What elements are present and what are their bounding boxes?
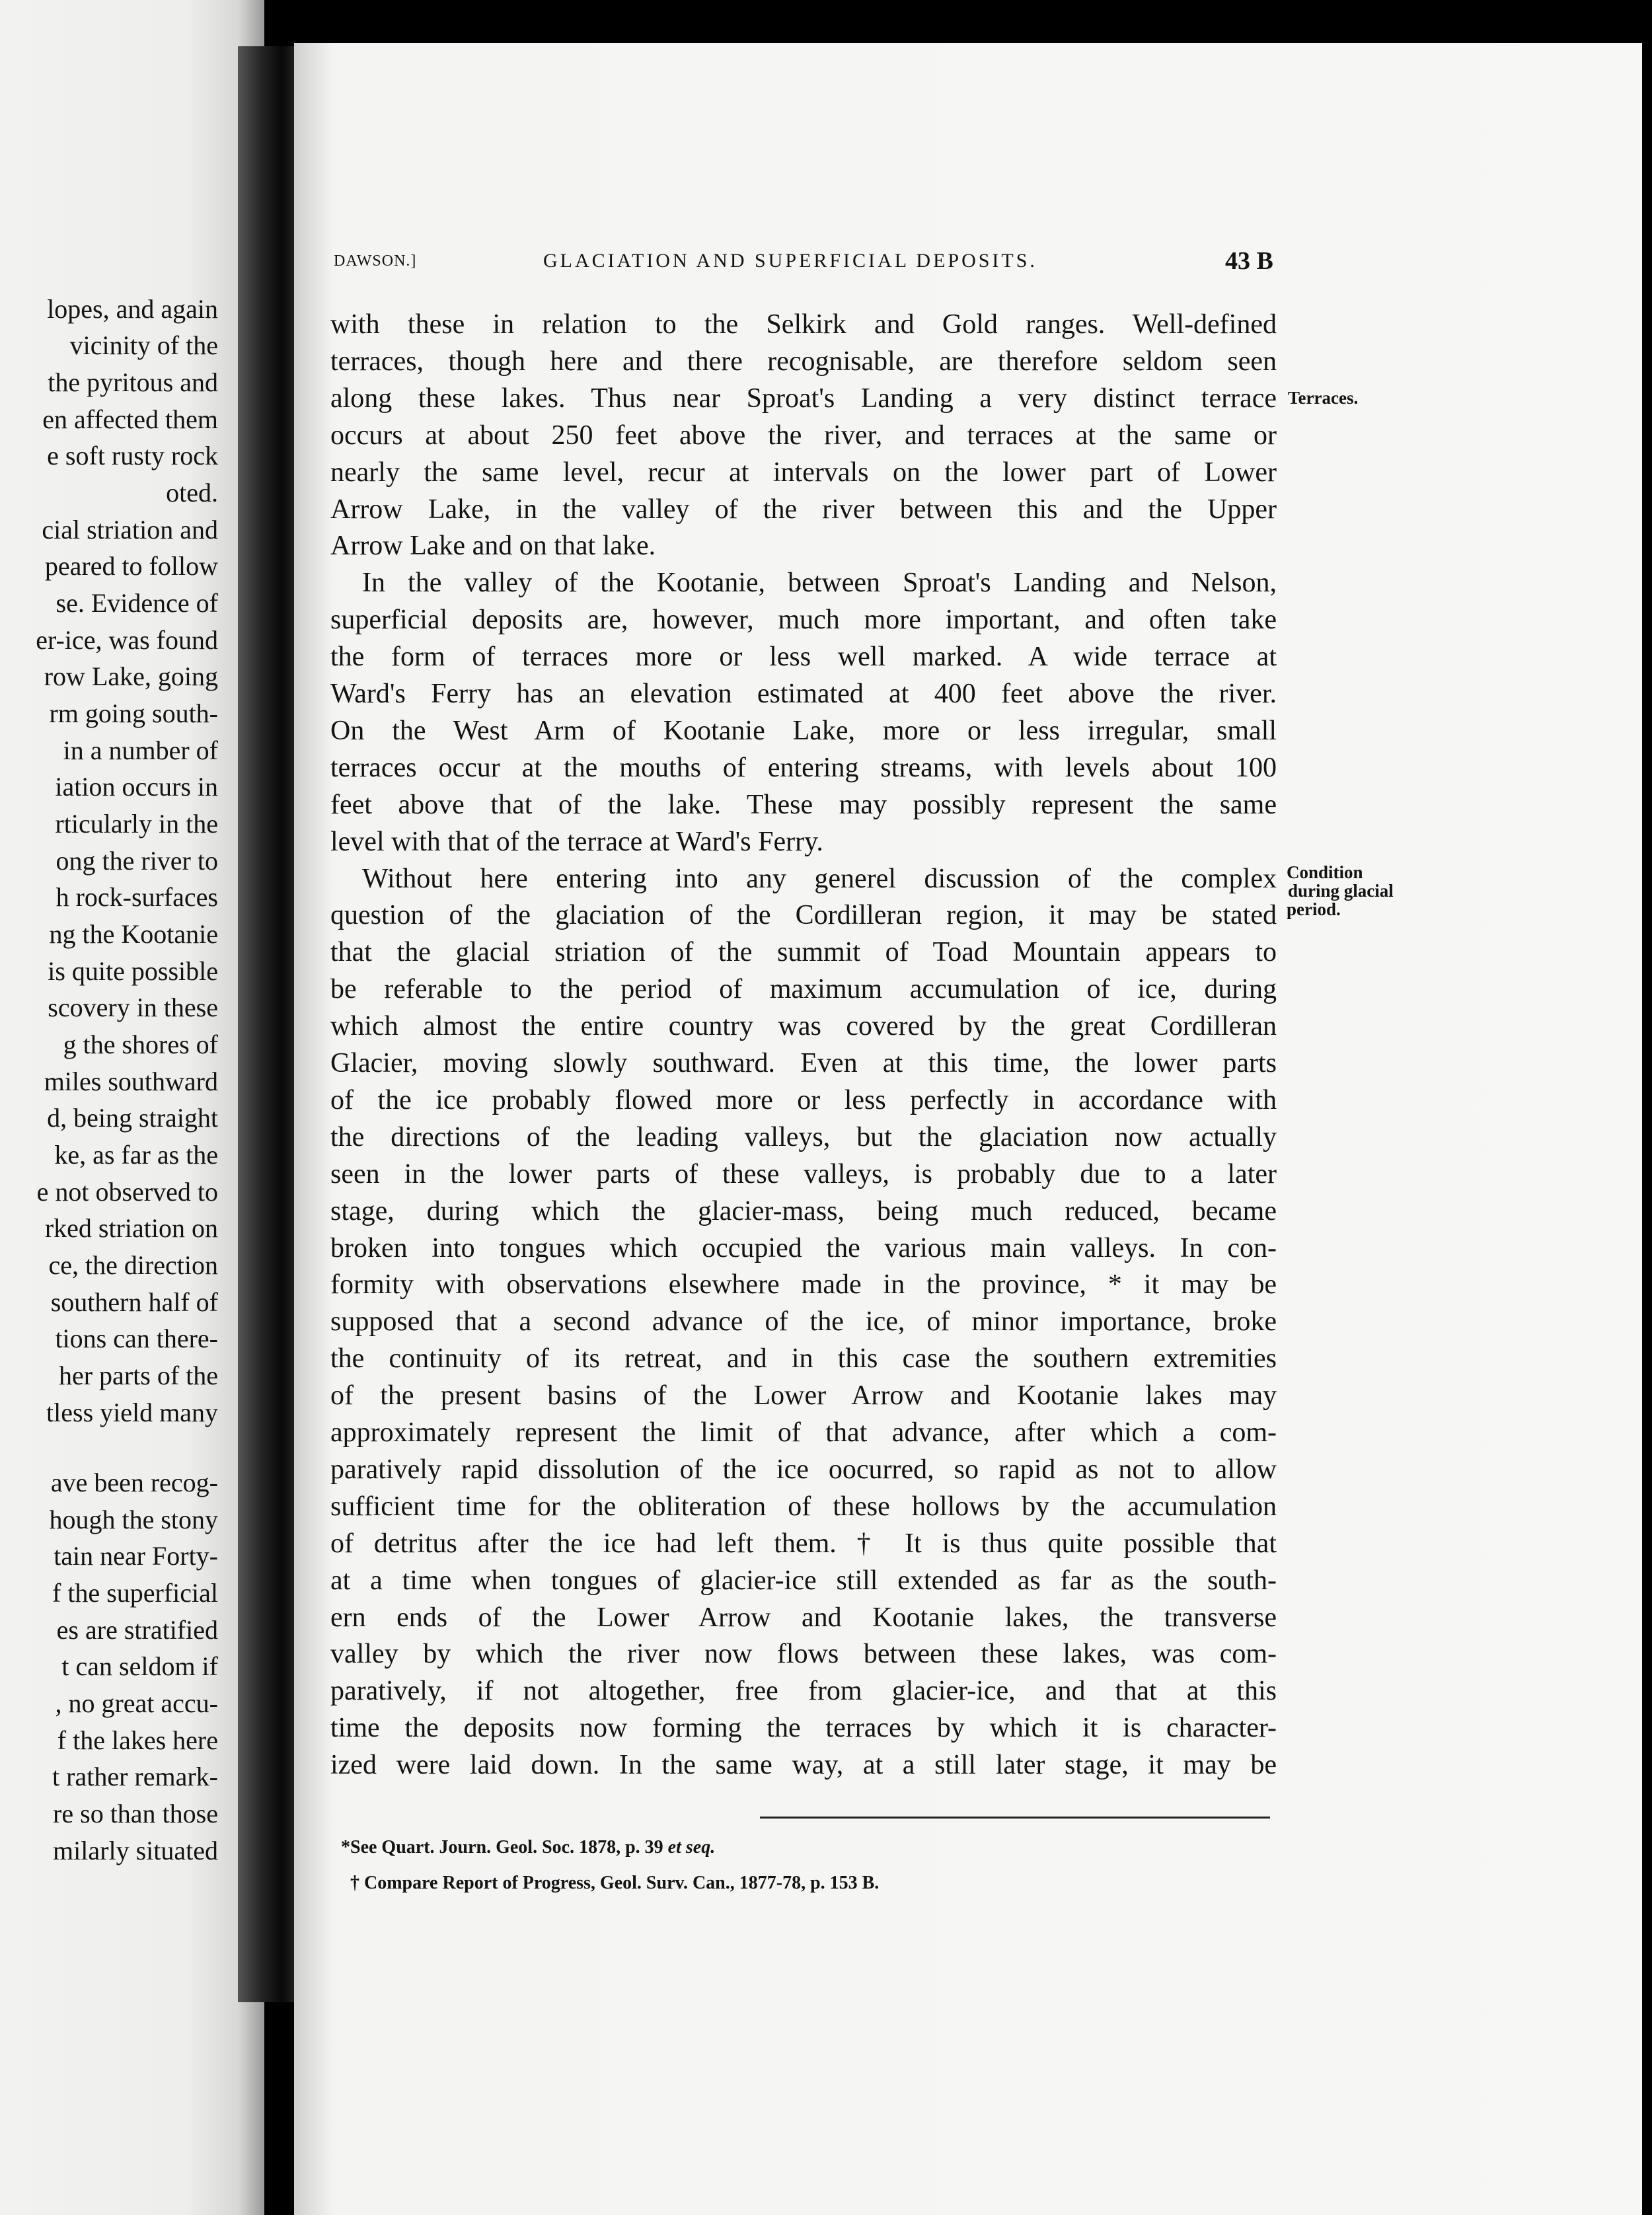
side-note-condition-line-1: Condition (1287, 862, 1363, 882)
body-line: Arrow Lake, in the valley of the river between this and the Upper (330, 494, 1277, 525)
body-line: valley by which the river now flows between these lakes, was com- (330, 1639, 1277, 1669)
body-line: which almost the entire country was covered by the great Cordilleran (330, 1011, 1277, 1041)
left-page-line: peared to follow (44, 551, 218, 581)
left-page-line: southern half of (50, 1287, 218, 1317)
left-page-line: t rather remark- (52, 1762, 218, 1791)
binding-gutter-shadow (238, 46, 301, 2002)
footnote-2: † Compare Report of Progress, Geol. Surv. Can., 1877-78, p. 153 B. (350, 1873, 880, 1893)
left-page-line: g the shores of (63, 1030, 218, 1059)
left-page-line: hough the stony (49, 1505, 218, 1534)
body-line: with these in relation to the Selkirk and Gold ranges. Well-defined (330, 309, 1277, 340)
facing-page-left (0, 0, 264, 2215)
left-page-line: rticularly in the (55, 809, 218, 839)
left-page-line: miles southward (44, 1067, 218, 1096)
body-line: Arrow Lake and on that lake. (330, 531, 656, 561)
left-page-line: iation occurs in (55, 772, 218, 802)
body-line: approximately represent the limit of that advance, after which a com- (330, 1417, 1277, 1448)
body-line: the directions of the leading valleys, but the glaciation now actually (330, 1122, 1277, 1152)
left-page-line: ce, the direction (48, 1250, 218, 1280)
body-line: occurs at about 250 feet above the river, and terraces at the same or (330, 420, 1277, 451)
left-page-line: t can seldom if (61, 1651, 218, 1681)
left-page-line: milarly situated (53, 1836, 218, 1865)
page-number: 43 B (1225, 247, 1273, 275)
left-page-line: e not observed to (36, 1177, 218, 1207)
left-page-line: re so than those (53, 1799, 218, 1828)
left-page-line: e soft rusty rock (47, 441, 218, 470)
footnote-1-italic: et seq. (667, 1837, 716, 1858)
footnote-rule (760, 1817, 1270, 1819)
left-page-line: rked striation on (44, 1213, 218, 1243)
footnote-1 (341, 1834, 715, 1861)
body-line: nearly the same level, recur at intervals on the lower part of Lower (330, 457, 1277, 488)
left-page-line: f the lakes here (57, 1725, 218, 1755)
left-page-line: her parts of the (58, 1361, 218, 1390)
left-page-line: en affected them (42, 404, 218, 434)
body-line: On the West Arm of Kootanie Lake, more or less irregular, small (330, 716, 1277, 746)
side-note-terraces: Terraces. (1288, 388, 1359, 408)
side-note-condition-line-3: period. (1287, 899, 1341, 919)
footnote-1-text: *See Quart. Journ. Geol. Soc. 1878, p. 39 (341, 1837, 663, 1858)
body-line: along these lakes. Thus near Sproat's Landing a very distinct terrace (330, 383, 1277, 414)
body-line: time the deposits now forming the terraces by which it is character- (330, 1713, 1277, 1743)
running-head-title: GLACIATION AND SUPERFICIAL DEPOSITS. (543, 250, 1037, 272)
left-page-line: f the superficial (52, 1578, 218, 1608)
body-line: sufficient time for the obliteration of these hollows by the accumulation (330, 1491, 1277, 1522)
body-line: of the present basins of the Lower Arrow and Kootanie lakes may (330, 1380, 1277, 1411)
running-head-author: DAWSON.] (334, 252, 417, 270)
body-line: level with that of the terrace at Ward's Ferry. (330, 827, 823, 857)
body-line: paratively, if not altogether, free from glacier-ice, and that at this (330, 1676, 1277, 1706)
body-line: feet above that of the lake. These may possibly represent the same (330, 790, 1277, 820)
left-page-line: tless yield many (46, 1398, 218, 1427)
body-line: question of the glaciation of the Cordilleran region, it may be stated (330, 900, 1277, 930)
body-line: terraces occur at the mouths of entering streams, with levels about 100 (330, 753, 1277, 783)
body-line: terraces, though here and there recognisable, are therefore seldom seen (330, 346, 1277, 377)
left-page-line: ng the Kootanie (49, 919, 218, 949)
facing-page-text-column (0, 0, 219, 2215)
body-line: formity with observations elsewhere made in the province, * it may be (330, 1269, 1277, 1300)
left-page-line: in a number of (63, 735, 218, 765)
left-page-line: se. Evidence of (56, 588, 218, 618)
body-line: of the ice probably flowed more or less perfectly in accordance with (330, 1085, 1277, 1115)
left-page-line: rm going south- (49, 698, 218, 728)
body-line: stage, during which the glacier-mass, being much reduced, became (330, 1196, 1277, 1226)
left-page-line: h rock-surfaces (56, 882, 218, 912)
left-page-line: is quite possible (48, 956, 218, 986)
left-page-line: ong the river to (56, 846, 218, 876)
left-page-line: oted. (166, 478, 218, 507)
left-page-line: row Lake, going (44, 661, 218, 691)
body-line: be referable to the period of maximum accumulation of ice, during (330, 974, 1277, 1004)
body-line: supposed that a second advance of the ice, of minor importance, broke (330, 1306, 1277, 1337)
left-page-line: cial striation and (42, 515, 218, 544)
body-line: seen in the lower parts of these valleys, is probably due to a later (330, 1159, 1277, 1189)
body-line: Without here entering into any generel discussion of the complex (362, 864, 1277, 894)
side-note-condition-line-2: during glacial (1288, 881, 1394, 901)
body-line: broken into tongues which occupied the various main valleys. In con- (330, 1233, 1277, 1263)
body-line: that the glacial striation of the summit of Toad Mountain appears to (330, 937, 1277, 967)
left-page-line: er-ice, was found (36, 625, 218, 655)
body-line: superficial deposits are, however, much more important, and often take (330, 605, 1277, 635)
left-page-line: ave been recog- (50, 1468, 218, 1497)
left-page-line: , no great accu- (55, 1688, 218, 1718)
left-page-line: tain near Forty- (54, 1541, 218, 1571)
body-line: at a time when tongues of glacier-ice still extended as far as the south- (330, 1565, 1277, 1596)
body-line: the form of terraces more or less well marked. A wide terrace at (330, 642, 1277, 672)
body-line: ern ends of the Lower Arrow and Kootanie lakes, the transverse (330, 1602, 1277, 1633)
left-page-line: ke, as far as the (54, 1140, 218, 1170)
left-page-line: d, being straight (47, 1103, 218, 1133)
left-page-line: lopes, and again (47, 294, 218, 324)
left-page-line: scovery in these (48, 993, 218, 1022)
body-line: the continuity of its retreat, and in this case the southern extremities (330, 1343, 1277, 1374)
left-page-line: es are stratified (56, 1615, 218, 1645)
body-line: Glacier, moving slowly southward. Even at this time, the lower parts (330, 1048, 1277, 1078)
body-line: of detritus after the ice had left them. † It is thus quite possible that (330, 1528, 1277, 1559)
left-page-line: vicinity of the (69, 330, 218, 360)
body-line: paratively rapid dissolution of the ice oocurred, so rapid as not to allow (330, 1454, 1277, 1485)
left-page-line: the pyritous and (48, 367, 218, 397)
body-line: ized were laid down. In the same way, at a still later stage, it may be (330, 1750, 1277, 1780)
body-line: In the valley of the Kootanie, between Sproat's Landing and Nelson, (362, 568, 1277, 598)
left-page-line: tions can there- (55, 1324, 218, 1353)
body-line: Ward's Ferry has an elevation estimated at 400 feet above the river. (330, 679, 1277, 709)
